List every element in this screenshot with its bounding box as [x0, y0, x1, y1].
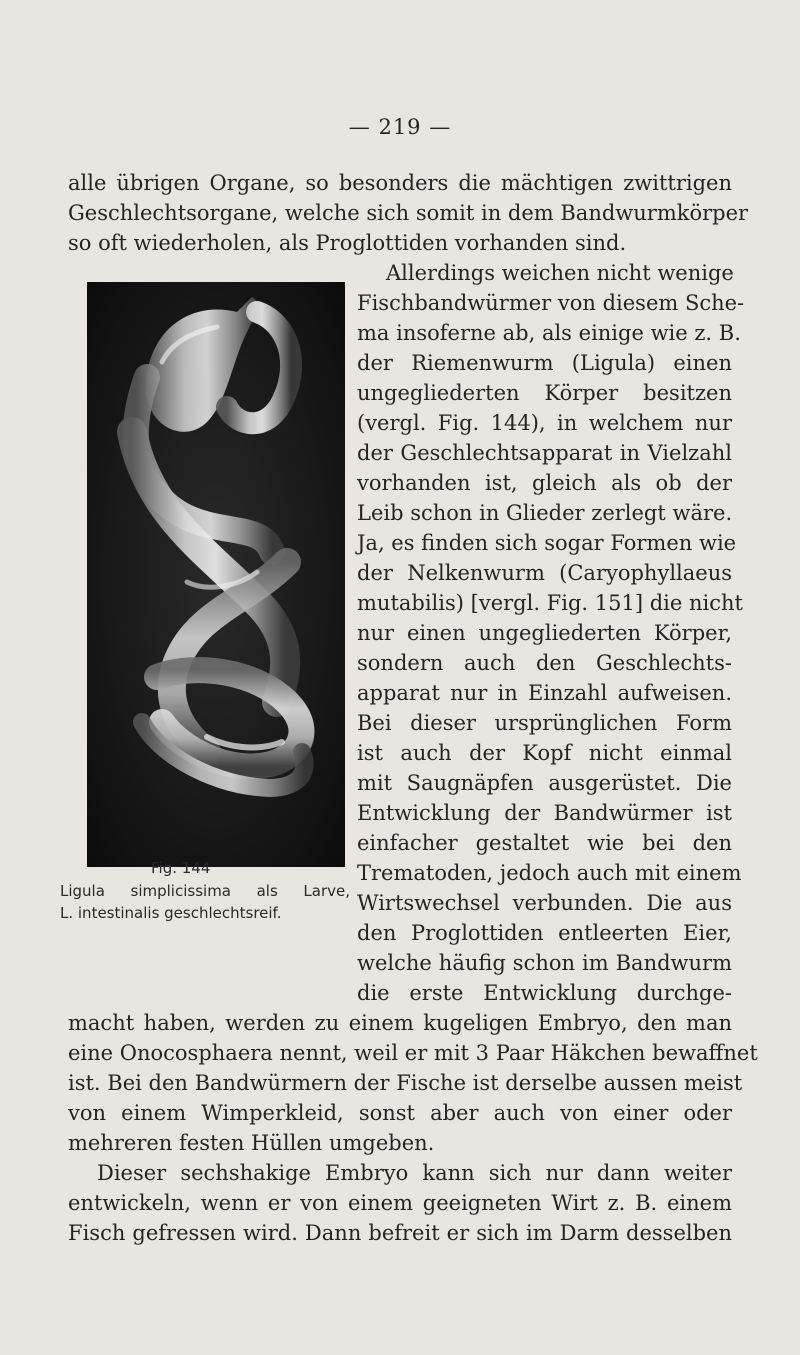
- text-line: mit Saugnäpfen ausgerüstet. Die: [357, 771, 732, 795]
- text-line: mutabilis) [vergl. Fig. 151] die nicht: [357, 591, 743, 615]
- text-line: welche häufig schon im Bandwurm: [357, 951, 732, 975]
- figure-caption-line: L. intestinalis geschlechtsreif.: [60, 904, 282, 922]
- text-line: Wirtswechsel verbunden. Die aus: [357, 891, 732, 915]
- text-line: der Riemenwurm (Ligula) einen: [357, 351, 732, 375]
- text-line: Ja, es finden sich sogar Formen wie: [357, 531, 737, 555]
- text-line: Fischbandwürmer von diesem Sche-: [357, 291, 745, 315]
- text-line: alle übrigen Organe, so besonders die mächtigen zwittrigen: [68, 171, 732, 195]
- text-line: vorhanden ist, gleich als ob der: [357, 471, 732, 495]
- text-line: macht haben, werden zu einem kugeligen Embryo, den man: [68, 1011, 732, 1035]
- text-line: mehreren festen Hüllen umgeben.: [68, 1131, 435, 1155]
- text-line: Trematoden, jedoch auch mit einem: [357, 861, 742, 885]
- text-line: Dieser sechshakige Embryo kann sich nur dann weiter: [97, 1161, 732, 1185]
- text-line: so oft wiederholen, als Proglottiden vorhanden sind.: [68, 231, 627, 255]
- text-line: ma insoferne ab, als einige wie z. B.: [357, 321, 741, 345]
- text-line: ist. Bei den Bandwürmern der Fische ist derselbe aussen meist: [68, 1071, 743, 1095]
- text-line: der Geschlechtsapparat in Vielzahl: [357, 441, 732, 465]
- text-line: der Nelkenwurm (Caryophyllaeus: [357, 561, 732, 585]
- text-line: die erste Entwicklung durchge-: [357, 981, 732, 1005]
- text-line: den Proglottiden entleerten Eier,: [357, 921, 732, 945]
- text-line: ist auch der Kopf nicht einmal: [357, 741, 732, 765]
- text-line: einfacher gestaltet wie bei den: [357, 831, 732, 855]
- figure-plate: [87, 282, 345, 867]
- figure-caption-line: Ligula simplicissima als Larve,: [60, 882, 350, 900]
- text-line: Bei dieser ursprünglichen Form: [357, 711, 732, 735]
- text-line: (vergl. Fig. 144), in welchem nur: [357, 411, 732, 435]
- tapeworm-illustration: [87, 282, 345, 867]
- text-line: Geschlechtsorgane, welche sich somit in dem Bandwurmkörper: [68, 201, 749, 225]
- text-line: entwickeln, wenn er von einem geeigneten Wirt z. B. einem: [68, 1191, 732, 1215]
- text-line: sondern auch den Geschlechts-: [357, 651, 732, 675]
- figure-label: Fig. 144: [151, 859, 211, 877]
- text-line: Fisch gefressen wird. Dann befreit er sich im Darm desselben: [68, 1221, 732, 1245]
- text-line: Entwicklung der Bandwürmer ist: [357, 801, 732, 825]
- text-line: apparat nur in Einzahl aufweisen.: [357, 681, 732, 705]
- text-line: von einem Wimperkleid, sonst aber auch von einer oder: [68, 1101, 732, 1125]
- page-number: — 219 —: [348, 115, 452, 139]
- text-line: eine Onocosphaera nennt, weil er mit 3 Paar Häkchen bewaffnet: [68, 1041, 758, 1065]
- text-line: ungegliederten Körper besitzen: [357, 381, 732, 405]
- text-line: Leib schon in Glieder zerlegt wäre.: [357, 501, 733, 525]
- text-line: Allerdings weichen nicht wenige: [386, 261, 734, 285]
- text-line: nur einen ungegliederten Körper,: [357, 621, 732, 645]
